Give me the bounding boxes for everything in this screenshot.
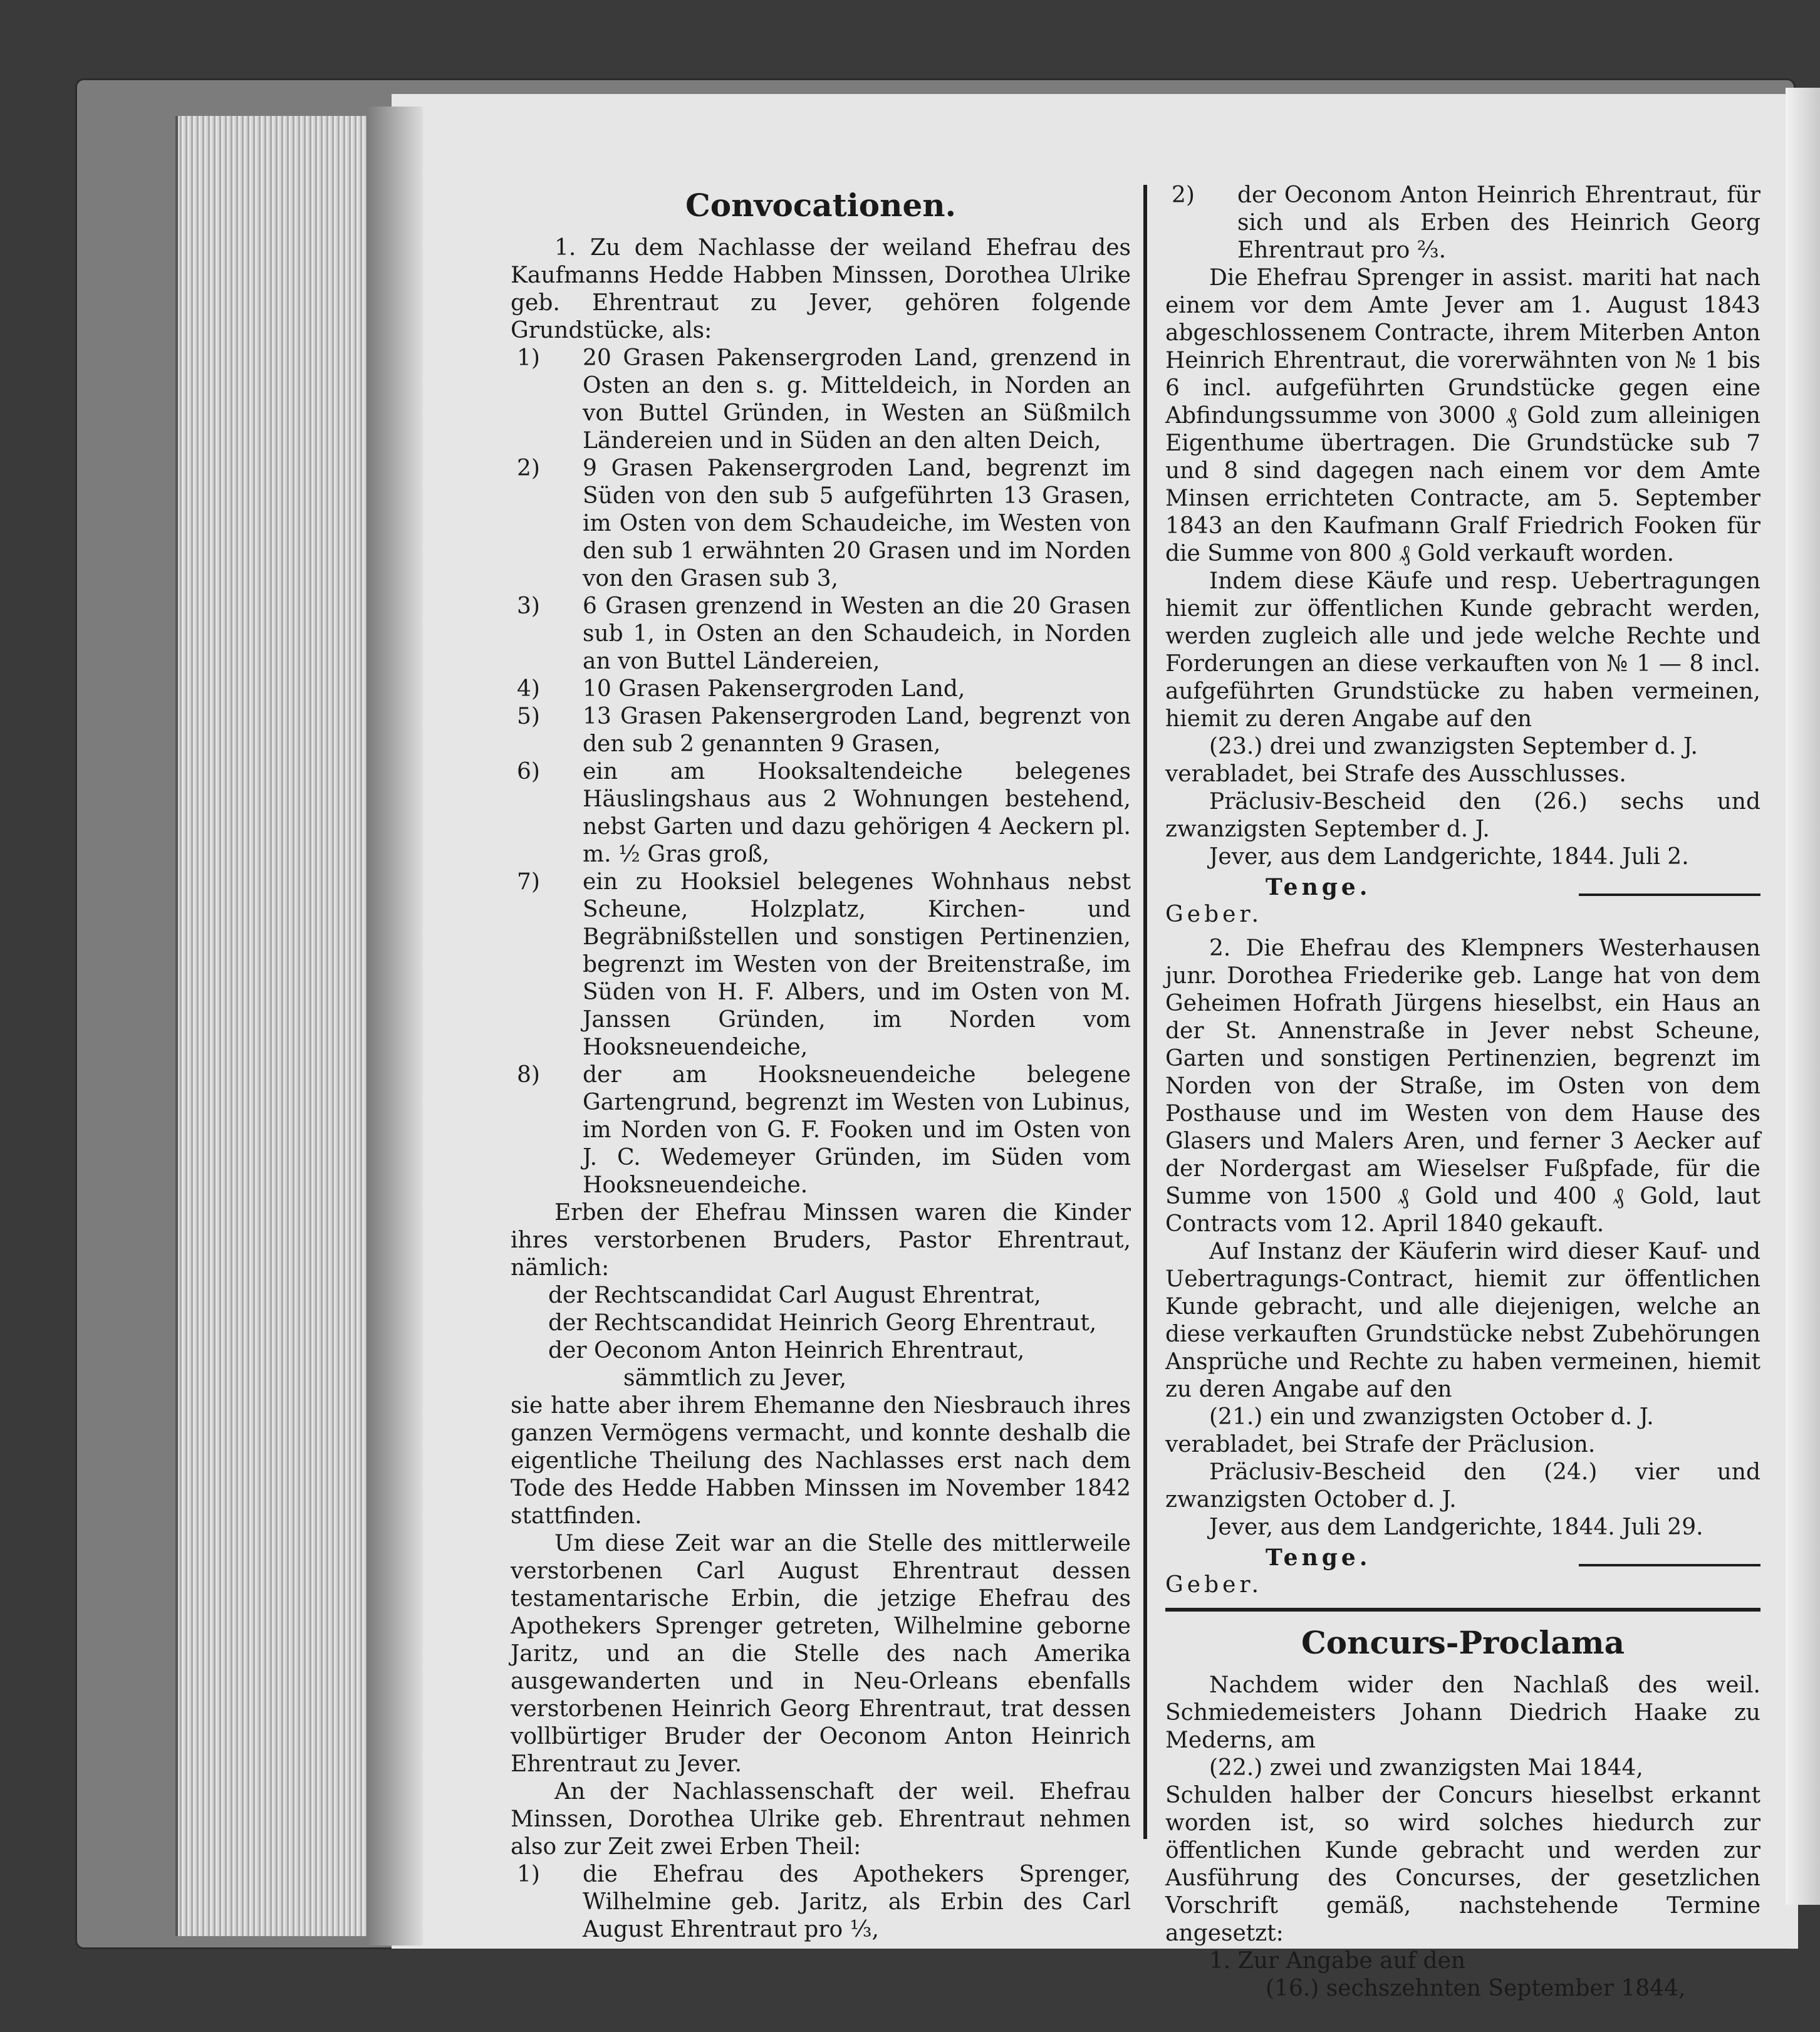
place-date-1: Jever, aus dem Landgerichte, 1844. Juli 2. bbox=[1209, 844, 1689, 870]
paragraph-public-notice: Indem diese Käufe und resp. Uebertragungen hiemit zur öffentlichen Kunde gebracht werden, werden zugleich alle und jede welche Rechte und Forderungen an diese verkauften von № 1 — 8 incl. aufgeführten Grundstücke zu haben vermeinen, hiemit zu deren Angabe auf den bbox=[1165, 568, 1760, 732]
item-text: ein am Hooksaltendeiche belegenes Häuslingshaus aus 2 Wohnungen bestehend, nebst Garten und dazu gehörigen 4 Aeckern pl. m. ½ Gras groß, bbox=[583, 759, 1131, 867]
property-item-5 bbox=[511, 703, 1131, 758]
signature-rule bbox=[1579, 1564, 1760, 1566]
facing-page-edge bbox=[1786, 88, 1820, 1905]
clerk-name: Geber. bbox=[1165, 902, 1263, 927]
item-number: 2) bbox=[1172, 182, 1195, 208]
item-text: 10 Grasen Pakensergroden Land, bbox=[583, 676, 965, 702]
property-list bbox=[511, 345, 1131, 1199]
heir-line: sämmtlich zu Jever, bbox=[623, 1365, 847, 1391]
column-divider bbox=[1143, 185, 1147, 1839]
term-1-date: (16.) sechszehnten September 1844, bbox=[1266, 1976, 1686, 2001]
heir-line: der Rechtscandidat Carl August Ehrentrat, bbox=[548, 1283, 1041, 1308]
paragraph-contract: Die Ehefrau Sprenger in assist. mariti hat nach einem vor dem Amte Jever am 1. August 1843 abgeschlossenem Contracte, ihrem Miterben Anton Heinrich Ehrentraut, die vorerwähnten von № 1 bis 6 incl. aufgeführten Grundstücke gegen eine Abfindungssumme von 3000 ₰ Gold zum alleinigen Eigenthume übertragen. Die Grundstücke sub 7 und 8 sind dagegen nach einem vor dem Amte Minsen errichteten Contracte, am 5. September 1843 an den Kaufmann Gralf Friedrich Fooken für die Summe von 800 ₰ Gold verkauft worden. bbox=[1165, 265, 1760, 566]
property-item-6 bbox=[511, 758, 1131, 868]
item-text: 9 Grasen Pakensergroden Land, begrenzt im Süden von den sub 5 aufgeführten 13 Grasen, im Osten von dem Schaudeiche, im Westen von den sub 1 erwähnten 20 Grasen und im Norden von den Grasen sub 3, bbox=[583, 456, 1131, 591]
item-text: ein zu Hooksiel belegenes Wohnhaus nebst Scheune, Holzplatz, Kirchen- und Begräbnißstellen und sonstigen Pertinenzien, begrenzt im Westen von der Breitenstraße, im Süden von H. F. Albers, und im Osten von M. Janssen Gründen, im Norden vom Hooksneuendeiche, bbox=[583, 869, 1131, 1060]
item-number: 4) bbox=[517, 676, 540, 702]
deadline-date-1: (23.) drei und zwanzigsten September d. J. bbox=[1209, 734, 1698, 759]
page-edges bbox=[175, 116, 391, 1936]
signature-block-2 bbox=[1165, 1544, 1760, 1571]
signature-rule bbox=[1579, 894, 1760, 896]
paragraph-intro: 1. Zu dem Nachlasse der weiland Ehefrau des Kaufmanns Hedde Habben Minssen, Dorothea Ulrike geb. Ehrentraut zu Jever, gehören folgende Grundstücke, als: bbox=[511, 235, 1131, 343]
estate-heir-item-1 bbox=[511, 1861, 1131, 1944]
concurs-date: (22.) zwei und zwanzigsten Mai 1844, bbox=[1209, 1755, 1643, 1781]
judge-name: Tenge. bbox=[1266, 874, 1371, 900]
paragraph-concurs: Nachdem wider den Nachlaß des weil. Schmiedemeisters Johann Diedrich Haake zu Mederns, am bbox=[1165, 1672, 1760, 1753]
page-gutter bbox=[367, 107, 423, 1946]
term-1: 1. Zur Angabe auf den bbox=[1209, 1948, 1466, 1974]
preclusive-notice-2: Präclusiv-Bescheid den (24.) vier und zwanzigsten October d. J. bbox=[1165, 1459, 1760, 1513]
item-text: 6 Grasen grenzend in Westen an die 20 Grasen sub 1, in Osten an den Schaudeich, in Norden an von Buttel Ländereien, bbox=[583, 593, 1131, 674]
item-text: der am Hooksneuendeiche belegene Gartengrund, begrenzt im Westen von Lubinus, im Norden von G. F. Fooken und im Osten von J. C. Wedemeyer Gründen, im Süden vom Hooksneuendeiche. bbox=[583, 1062, 1131, 1198]
item-number: 8) bbox=[517, 1062, 540, 1088]
item-number: 6) bbox=[517, 759, 540, 784]
summons-line-2: verabladet, bei Strafe der Präclusion. bbox=[1165, 1432, 1596, 1457]
item-number: 2) bbox=[517, 456, 540, 481]
signature-block-1 bbox=[1165, 873, 1760, 901]
section-heading-concurs: Concurs-Proclama bbox=[1301, 1624, 1625, 1661]
paragraph-usufruct: sie hatte aber ihrem Ehemanne den Niesbrauch ihres ganzen Vermögens vermacht, und konnte deshalb die eigentliche Theilung des Nachlasses erst nach dem Tode des Hedde Habben Minssen im November 1842 stattfinden. bbox=[511, 1393, 1131, 1529]
item-number: 5) bbox=[517, 704, 540, 729]
heir-line: der Oeconom Anton Heinrich Ehrentraut, bbox=[548, 1338, 1025, 1363]
preclusive-notice-1: Präclusiv-Bescheid den (26.) sechs und zwanzigsten September d. J. bbox=[1165, 789, 1760, 842]
paragraph-time: Um diese Zeit war an die Stelle des mittlerweile verstorbenen Carl August Ehrentraut dessen testamentarische Erbin, die jetzige Ehefrau des Apothekers Sprenger getreten, Wilhelmine geborne Jaritz, und an die Stelle des nach Amerika ausgewanderten und in Neu-Orleans ebenfalls verstorbenen Heinrich Georg Ehrentraut, trat dessen vollbürtiger Bruder der Oeconom Anton Heinrich Ehrentraut zu Jever. bbox=[511, 1531, 1131, 1777]
item-text: der Oeconom Anton Heinrich Ehrentraut, für sich und als Erben des Heinrich Georg Ehrentraut pro ⅔. bbox=[1237, 182, 1760, 263]
property-item-4 bbox=[511, 675, 1131, 703]
property-item-8 bbox=[511, 1061, 1131, 1199]
property-item-2 bbox=[511, 455, 1131, 593]
paragraph-concurs-body: Schulden halber der Concurs hieselbst erkannt worden ist, so wird solches hiedurch zur öffentlichen Kunde gebracht und werden zur Ausführung des Concurses, der gesetzlichen Vorschrift gemäß, nachstehende Termine angesetzt: bbox=[1165, 1783, 1760, 1946]
summons-line-1: verabladet, bei Strafe des Ausschlusses. bbox=[1165, 761, 1626, 787]
clerk-name: Geber. bbox=[1165, 1572, 1263, 1598]
item-number: 3) bbox=[517, 593, 540, 619]
place-date-2: Jever, aus dem Landgerichte, 1844. Juli 29. bbox=[1209, 1514, 1703, 1540]
item-text: die Ehefrau des Apothekers Sprenger, Wilhelmine geb. Jaritz, als Erbin des Carl August Ehrentraut pro ⅓, bbox=[583, 1862, 1131, 1942]
item-number: 1) bbox=[517, 1862, 540, 1887]
paragraph-heirs-intro: Erben der Ehefrau Minssen waren die Kinder ihres verstorbenen Bruders, Pastor Ehrentraut, nämlich: bbox=[511, 1200, 1131, 1281]
heir-line: der Rechtscandidat Heinrich Georg Ehrentraut, bbox=[548, 1310, 1097, 1336]
heirs-list bbox=[511, 1282, 1131, 1392]
item-number: 7) bbox=[517, 869, 540, 895]
item-text: 20 Grasen Pakensergroden Land, grenzend in Osten an den s. g. Mitteldeich, in Norden an von Buttel Gründen, in Westen an Süßmilch Ländereien und in Süden an den alten Deich, bbox=[583, 345, 1131, 454]
property-item-3 bbox=[511, 593, 1131, 675]
deadline-date-2: (21.) ein und zwanzigsten October d. J. bbox=[1209, 1404, 1654, 1430]
estate-heir-item-2 bbox=[1165, 182, 1760, 264]
item-text: 13 Grasen Pakensergroden Land, begrenzt von den sub 2 genannten 9 Grasen, bbox=[583, 704, 1131, 757]
section-heading-convocationen: Convocationen. bbox=[685, 187, 957, 224]
paragraph-second-case: 2. Die Ehefrau des Klempners Westerhausen junr. Dorothea Friederike geb. Lange hat von dem Geheimen Hofrath Jürgens hieselbst, ein Haus an der St. Annenstraße in Jever nebst Scheune, Garten und sonstigen Pertinenzien, begrenzt im Norden von der Straße, im Osten von dem Posthause und im Westen von dem Hause des Glasers und Malers Aren, und ferner 3 Aecker auf der Nordergast am Wieselser Fußpfade, für die Summe von 1500 ₰ Gold und 400 ₰ Gold, laut Contracts vom 12. April 1840 gekauft. bbox=[1165, 935, 1760, 1237]
property-item-1 bbox=[511, 345, 1131, 455]
judge-name: Tenge. bbox=[1266, 1545, 1371, 1571]
right-column bbox=[1165, 182, 1760, 2003]
item-number: 1) bbox=[517, 345, 540, 371]
paragraph-estate: An der Nachlassenschaft der weil. Ehefrau Minssen, Dorothea Ulrike geb. Ehrentraut nehmen also zur Zeit zwei Erben Theil: bbox=[511, 1779, 1131, 1860]
paragraph-second-case-notice: Auf Instanz der Käuferin wird dieser Kauf- und Uebertragungs-Contract, hiemit zur öffentlichen Kunde gebracht, und alle diejenigen, welche an diese verkauften Grundstücke nebst Zubehörungen Ansprüche und Rechte zu haben vermeinen, hiemit zu deren Angabe auf den bbox=[1165, 1239, 1760, 1402]
property-item-7 bbox=[511, 868, 1131, 1061]
section-separator bbox=[1165, 1608, 1760, 1612]
left-column bbox=[511, 182, 1131, 1944]
